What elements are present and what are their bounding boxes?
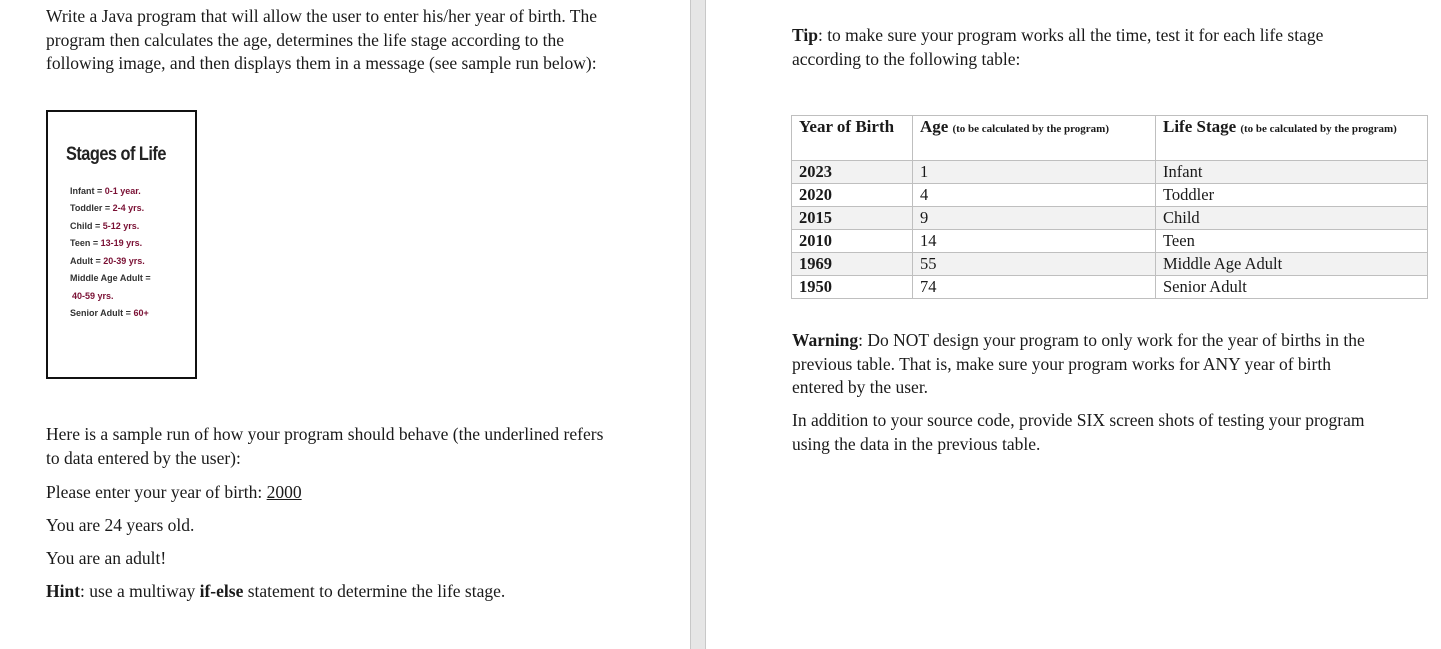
stage-label: Middle Age Adult <box>70 273 143 283</box>
stage-line <box>70 308 149 318</box>
stage-label: Teen <box>70 238 91 248</box>
table-header-row <box>792 116 1428 161</box>
sample-prompt-line <box>46 481 302 505</box>
page-gutter <box>690 0 706 649</box>
cell-age: 14 <box>913 230 1156 253</box>
cell-year: 2023 <box>792 161 913 184</box>
warning-label: Warning <box>792 330 859 350</box>
warning-text: : Do NOT design your program to only work for the year of births in the previous table. That is, make sure your program works for ANY year of birth entered by the user. <box>792 330 1365 397</box>
stage-label: Infant <box>70 186 95 196</box>
stage-range: 5-12 yrs. <box>102 221 140 231</box>
stage-line <box>70 186 141 196</box>
cell-age: 74 <box>913 276 1156 299</box>
hint-keyword: if-else <box>199 581 244 601</box>
right-page <box>706 0 1441 649</box>
stage-range: 20-39 yrs. <box>103 256 145 266</box>
stage-line <box>72 291 114 301</box>
stage-sep: = <box>90 238 101 248</box>
hint-label: Hint <box>46 581 81 601</box>
stage-label: Adult <box>70 256 93 266</box>
stage-label: Senior Adult <box>70 308 124 318</box>
cell-year: 2010 <box>792 230 913 253</box>
sample-prompt: Please enter your year of birth: <box>46 482 267 502</box>
sample-run-intro: Here is a sample run of how your program should behave (the underlined refers to data entered by the user): <box>46 424 604 468</box>
stages-title: Stages of Life <box>66 144 166 165</box>
sample-user-input: 2000 <box>266 482 302 502</box>
cell-year: 2015 <box>792 207 913 230</box>
stage-label: Child <box>70 221 93 231</box>
stage-line <box>70 221 139 231</box>
sample-age-line: You are 24 years old. <box>46 515 195 535</box>
table-row <box>792 230 1428 253</box>
stage-range: 0-1 year. <box>104 186 141 196</box>
cell-stage: Child <box>1156 207 1428 230</box>
life-stage-table <box>791 115 1428 299</box>
hint-post: statement to determine the life stage. <box>243 581 506 601</box>
cell-age: 9 <box>913 207 1156 230</box>
addition-paragraph: In addition to your source code, provide SIX screen shots of testing your program using the data in the previous table. <box>792 410 1365 454</box>
hint-line <box>46 580 505 604</box>
stage-line <box>70 273 151 283</box>
stages-of-life-image <box>46 110 197 379</box>
header-year: Year of Birth <box>792 116 913 161</box>
table-row <box>792 184 1428 207</box>
tip-text: : to make sure your program works all the time, test it for each life stage according to the following table: <box>792 25 1324 69</box>
cell-stage: Toddler <box>1156 184 1428 207</box>
header-age: Age (to be calculated by the program) <box>913 116 1156 161</box>
stage-range: 13-19 yrs. <box>100 238 143 248</box>
header-stage: Life Stage (to be calculated by the program) <box>1156 116 1428 161</box>
stage-range: 40-59 yrs. <box>72 291 114 301</box>
cell-age: 55 <box>913 253 1156 276</box>
stage-label: Toddler <box>70 203 103 213</box>
table-row <box>792 207 1428 230</box>
cell-stage: Teen <box>1156 230 1428 253</box>
intro-paragraph: Write a Java program that will allow the user to enter his/her year of birth. The program then calculates the age, determines the life stage according to the following image, and then displays them in a message (see sample run below): <box>46 6 598 73</box>
cell-stage: Infant <box>1156 161 1428 184</box>
tip-label: Tip <box>792 25 818 45</box>
cell-year: 2020 <box>792 184 913 207</box>
stage-line <box>70 203 144 213</box>
tip-paragraph <box>792 24 1392 71</box>
table-row <box>792 161 1428 184</box>
cell-age: 1 <box>913 161 1156 184</box>
warning-paragraph <box>792 329 1372 400</box>
table-row <box>792 276 1428 299</box>
stage-sep: = <box>92 221 103 231</box>
stage-range: 2-4 yrs. <box>112 203 145 213</box>
stage-line <box>70 238 142 248</box>
stage-range: 60+ <box>133 308 149 318</box>
stage-sep: = <box>142 273 151 283</box>
stage-sep: = <box>123 308 134 318</box>
cell-year: 1969 <box>792 253 913 276</box>
cell-stage: Senior Adult <box>1156 276 1428 299</box>
stage-sep: = <box>102 203 113 213</box>
cell-year: 1950 <box>792 276 913 299</box>
stage-line <box>70 256 145 266</box>
stage-sep: = <box>94 186 105 196</box>
sample-stage-line: You are an adult! <box>46 548 167 568</box>
table-row <box>792 253 1428 276</box>
cell-age: 4 <box>913 184 1156 207</box>
stage-sep: = <box>93 256 104 266</box>
cell-stage: Middle Age Adult <box>1156 253 1428 276</box>
hint-pre: : use a multiway <box>80 581 200 601</box>
